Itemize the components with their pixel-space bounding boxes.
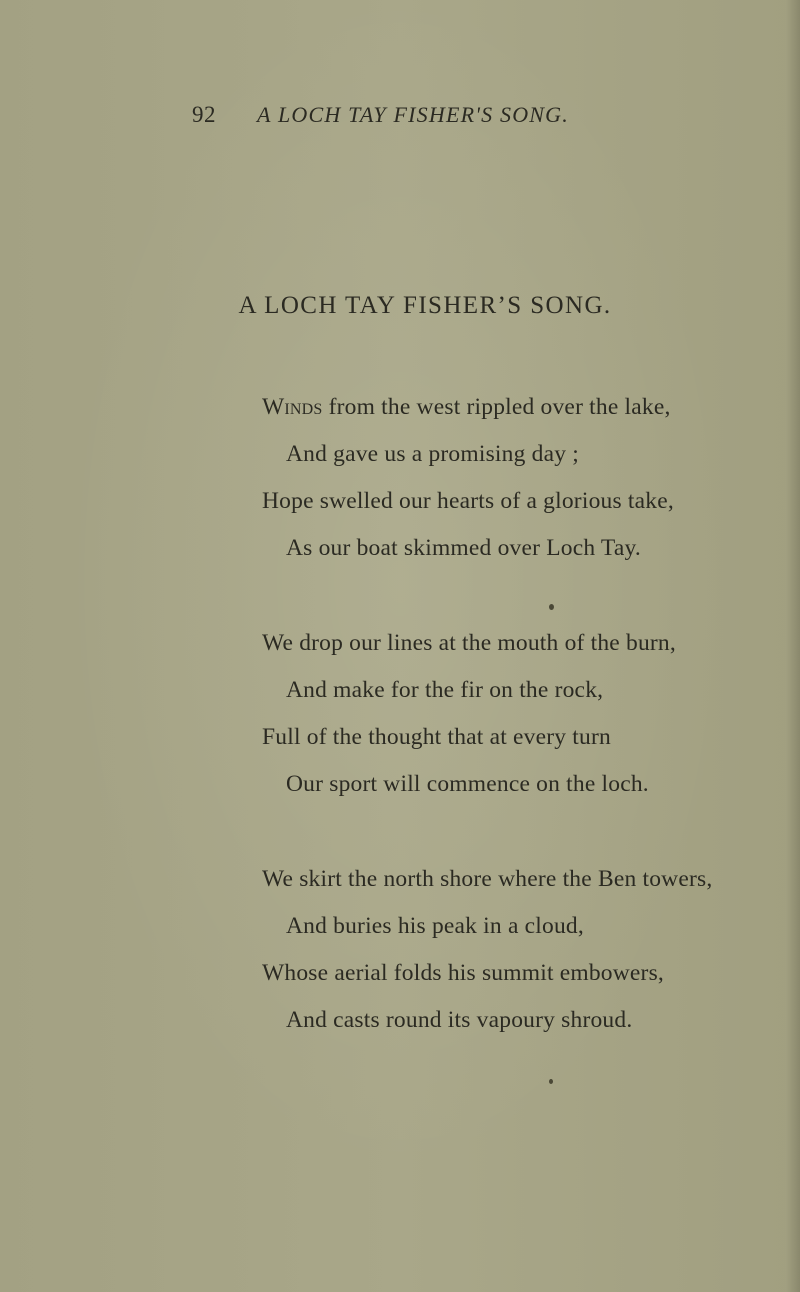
poem-line: Full of the thought that at every turn xyxy=(262,724,611,750)
poem-line xyxy=(262,394,671,421)
poem-line: And gave us a promising day ; xyxy=(286,441,579,467)
page-number: 92 xyxy=(192,102,216,127)
poem-line: We drop our lines at the mouth of the burn, xyxy=(262,630,676,656)
ink-speck xyxy=(549,1079,553,1084)
poem-title: A LOCH TAY FISHER’S SONG. xyxy=(238,292,612,319)
line-text: from the west rippled over the lake, xyxy=(322,394,671,420)
page-edge-shadow xyxy=(786,0,800,1292)
ink-speck xyxy=(549,604,554,610)
poem-line: And make for the fir on the rock, xyxy=(286,677,604,703)
running-title: A LOCH TAY FISHER'S SONG. xyxy=(257,102,569,127)
poem-line: Our sport will commence on the loch. xyxy=(286,771,649,797)
poem-line: Whose aerial folds his summit embowers, xyxy=(262,960,664,986)
running-head xyxy=(0,102,800,136)
poem-line: As our boat skimmed over Loch Tay. xyxy=(286,535,641,561)
poem-line: Hope swelled our hearts of a glorious take, xyxy=(262,488,674,514)
dropcap-word: Winds xyxy=(262,394,323,420)
poem-line: And casts round its vapoury shroud. xyxy=(286,1007,633,1033)
poem-line: And buries his peak in a cloud, xyxy=(286,913,584,939)
poem-line: We skirt the north shore where the Ben towers, xyxy=(262,866,713,892)
